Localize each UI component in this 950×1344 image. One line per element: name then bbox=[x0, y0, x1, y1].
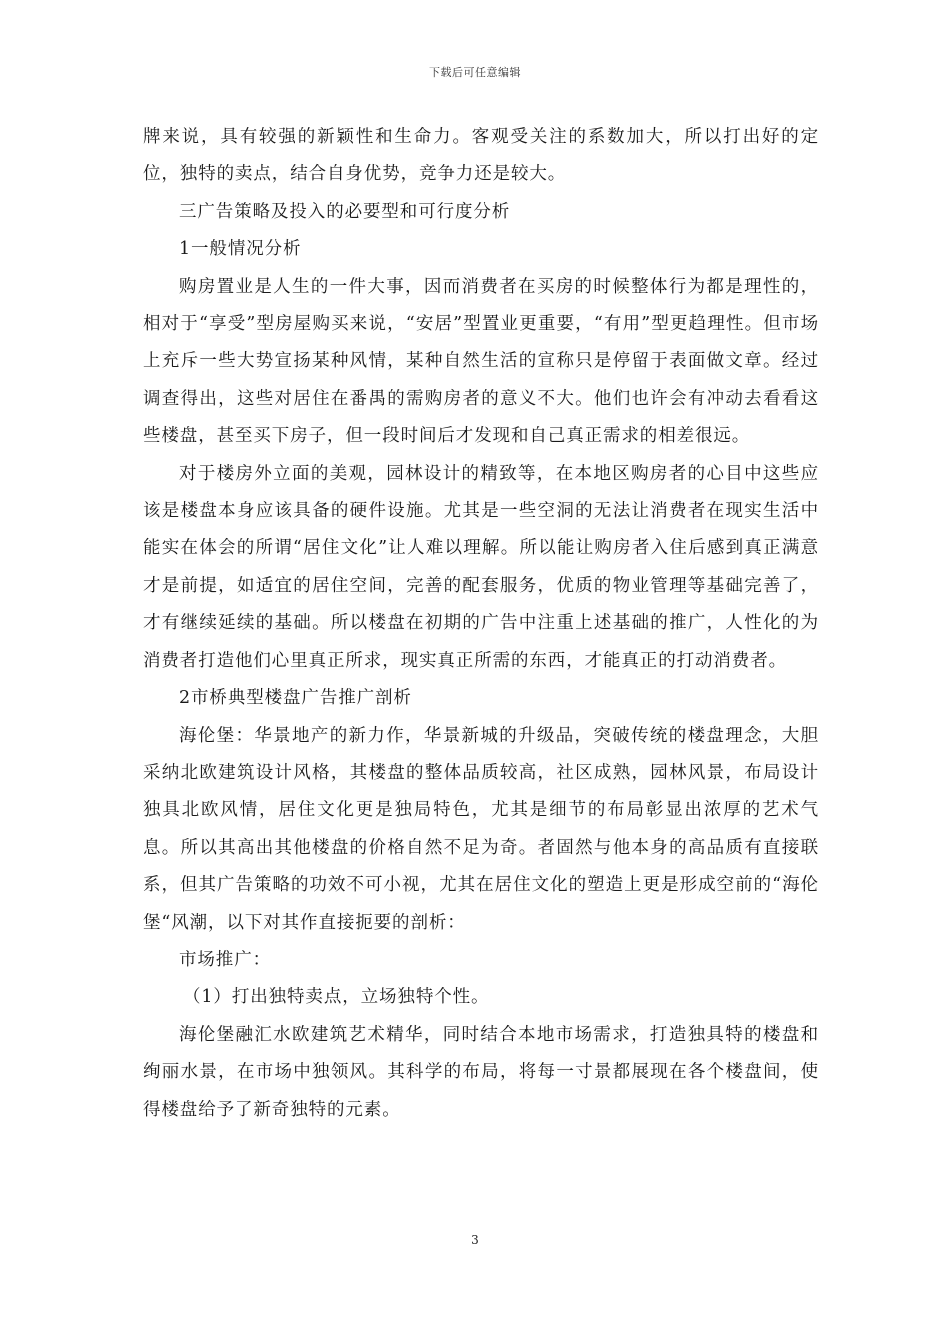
paragraph-label: 市场推广： bbox=[179, 949, 271, 970]
section-heading: 三广告策略及投入的必要型和可行度分析 bbox=[179, 201, 511, 222]
subsection-heading: 2市桥典型楼盘广告推广剖析 bbox=[179, 688, 412, 709]
page-header: 下载后可任意编辑 bbox=[429, 66, 521, 79]
paragraph-body: 对于楼房外立面的美观，园林设计的精致等，在本地区购房者的心目中这些应该是楼盘本身应该具备的硬件设施。尤其是一些空洞的无法让消费者在现实生活中能实在体会的所谓“居住文化”让人难以理解。所以能让购房者入住后感到真正满意才是前提，如适宜的居住空间，完善的配套服务，优质的物业管理等基础完善了，才有继续延续的基础。所以楼盘在初期的广告中注重上述基础的推广，人性化的为消费者打造他们心里真正所求，现实真正所需的东西，才能真正的打动消费者。 bbox=[143, 463, 819, 671]
paragraph-body: 海伦堡：华景地产的新力作，华景新城的升级品，突破传统的楼盘理念，大胆采纳北欧建筑设计风格，其楼盘的整体品质较高，社区成熟，园林风景，布局设计独具北欧风情，居住文化更是独局特色，尤其是细节的布局彰显出浓厚的艺术气息。所以其高出其他楼盘的价格自然不足为奇。者固然与他本身的高品质有直接联系，但其广告策略的功效不可小视，尤其在居住文化的塑造上更是形成空前的“海伦堡“风潮，以下对其作直接扼要的剖析： bbox=[143, 725, 819, 933]
paragraph-body: 购房置业是人生的一件大事，因而消费者在买房的时候整体行为都是理性的，相对于“享受”型房屋购买来说，“安居”型置业更重要，“有用”型更趋理性。但市场上充斥一些大势宣扬某种风情，某种自然生活的宣称只是停留于表面做文章。经过调查得出，这些对居住在番禺的需购房者的意义不大。他们也许会有冲动去看看这些楼盘，甚至买下房子，但一段时间后才发现和自己真正需求的相差很远。 bbox=[143, 276, 819, 447]
paragraph-continuation: 牌来说，具有较强的新颖性和生命力。客观受关注的系数加大，所以打出好的定位，独特的卖点，结合自身优势，竞争力还是较大。 bbox=[143, 127, 819, 185]
subsection-heading: 1一般情况分析 bbox=[179, 239, 302, 260]
document-body bbox=[143, 119, 819, 1129]
paragraph-body: 海伦堡融汇水欧建筑艺术精华，同时结合本地市场需求，打造独具特的楼盘和绚丽水景，在市场中独领风。其科学的布局，将每一寸景都展现在各个楼盘间，使得楼盘给予了新奇独特的元素。 bbox=[143, 1024, 819, 1120]
list-item: （1）打出独特卖点，立场独特个性。 bbox=[183, 987, 490, 1008]
page-number: 3 bbox=[471, 1233, 479, 1247]
